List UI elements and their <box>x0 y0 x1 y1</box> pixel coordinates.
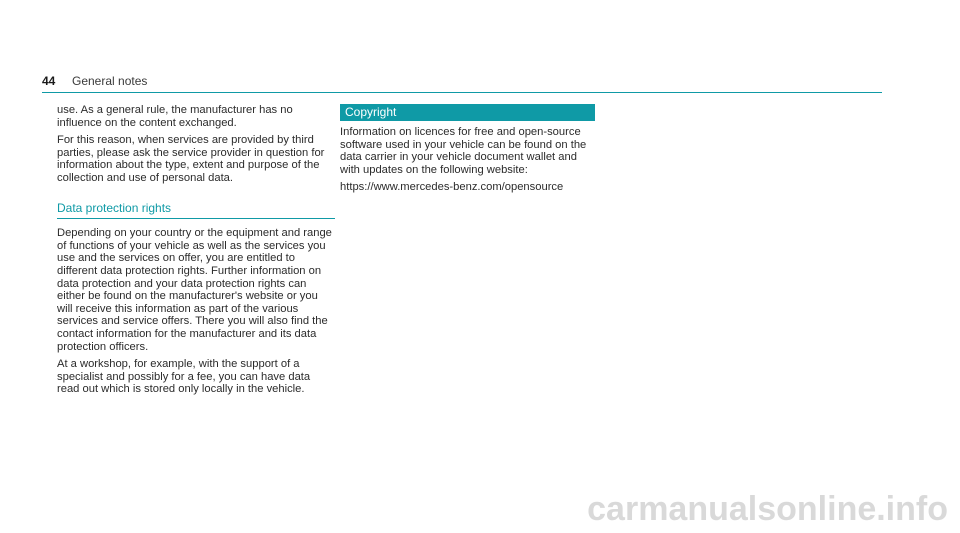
left-column <box>57 104 335 401</box>
data-protection-heading: Data protection rights <box>57 202 335 220</box>
data-protection-paragraph: At a workshop, for example, with the support of a specialist and possibly for a fee, you can have data read out which is stored only locally in the vehicle. <box>57 358 311 396</box>
intro-paragraph: For this reason, when services are provided by third parties, please ask the service provider in question for information about the type, extent and purpose of the collection and use of personal data. <box>57 134 325 184</box>
page-number: 44 <box>42 74 56 88</box>
site-watermark: carmanualsonline.info <box>587 490 948 528</box>
opensource-url: https://www.mercedes-benz.com/opensource <box>340 181 564 194</box>
data-protection-paragraph: Depending on your country or the equipment and range of functions of your vehicle as well as the services you use and the services on offer, you are entitled to different data protection rights. Further information on data protection and your data protection rights can either be found on the manufacturer's website or you will receive this information as part of the various services and service offers. There you will also find the contact information for the manufacturer and its data protection officers. <box>57 227 332 353</box>
intro-paragraph: use. As a general rule, the manufacturer has no influence on the content exchanged. <box>57 104 293 129</box>
copyright-heading: Copyright <box>340 104 595 121</box>
right-column <box>340 104 595 199</box>
section-title: General notes <box>72 74 148 88</box>
page-header <box>42 74 882 93</box>
data-protection-body <box>57 227 335 396</box>
copyright-paragraph: Information on licences for free and open-source software used in your vehicle can be found on the data carrier in your vehicle document wallet and with updates on the following website: <box>340 126 587 176</box>
